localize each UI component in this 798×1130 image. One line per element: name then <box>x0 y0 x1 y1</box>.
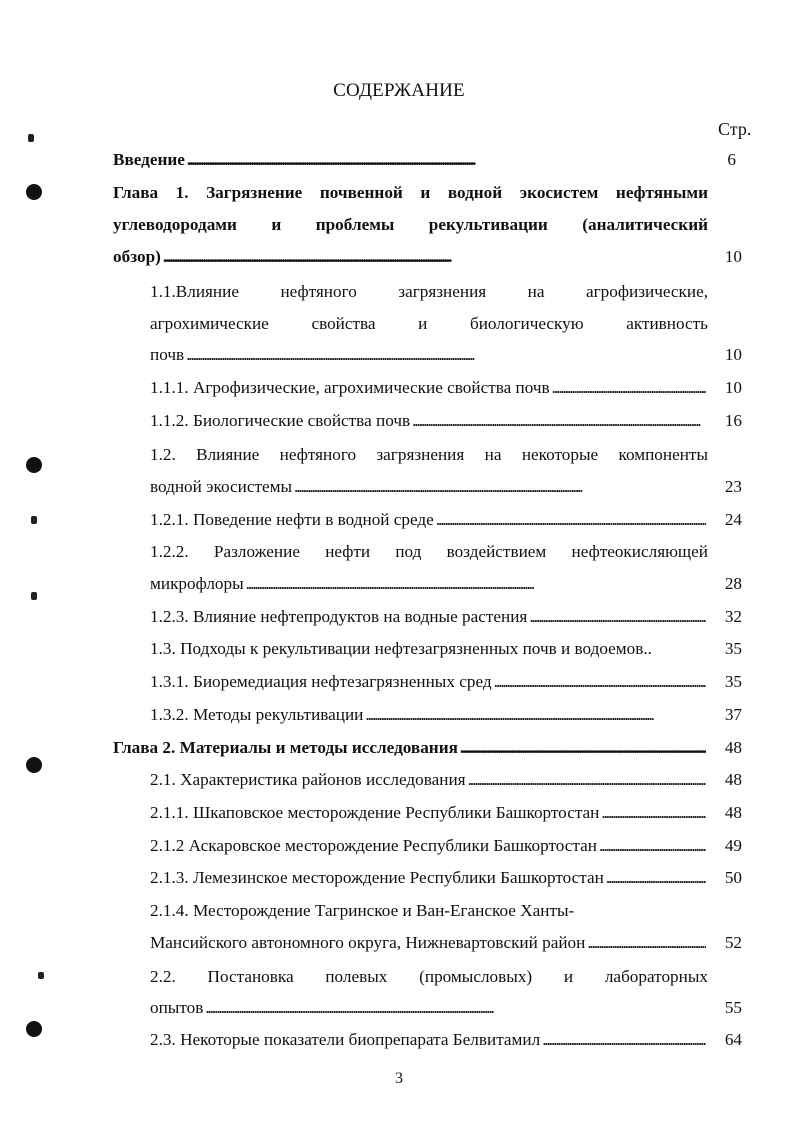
toc-section-1-1-line-3 <box>150 344 708 366</box>
dot-leader <box>587 932 706 954</box>
dot-leader <box>205 997 706 1019</box>
binder-hole <box>26 757 42 773</box>
toc-section-2-2-line-1: 2.2. Постановка полевых (промысловых) и лабораторных <box>150 967 708 986</box>
dot-leader <box>412 410 706 432</box>
toc-entry-2-1-4-line-1 <box>150 900 708 922</box>
toc-entry-1-3 <box>150 638 715 660</box>
page-title: СОДЕРЖАНИЕ <box>333 80 465 101</box>
toc-entry-text: 1.3.1. Биоремедиация нефтезагрязненных сред <box>150 672 492 691</box>
toc-entry-text: 1.3.2. Методы рекультивации <box>150 705 364 724</box>
dot-leader <box>494 671 706 693</box>
toc-page-number: 10 <box>724 378 742 397</box>
toc-section-1-2-line-1: 1.2. Влияние нефтяного загрязнения на некоторые компоненты <box>150 445 708 464</box>
toc-entry-text: 1.1.2. Биологические свойства почв <box>150 411 411 430</box>
dot-leader <box>187 149 706 171</box>
toc-entry-text: 1.3. Подходы к рекультивации нефтезагрязненных почв и водоемов.. <box>150 639 652 658</box>
margin-speck <box>31 516 37 524</box>
dot-leader <box>163 246 706 268</box>
toc-entry-2-3 <box>150 1029 708 1051</box>
toc-page-number: 32 <box>724 607 742 626</box>
dot-leader <box>529 606 706 628</box>
toc-entry-text: Введение <box>113 150 185 169</box>
toc-chapter-2 <box>113 737 708 759</box>
toc-page-number: 37 <box>724 705 742 724</box>
toc-entry-text: 2.1. Характеристика районов исследования <box>150 770 466 789</box>
toc-entry-text: микрофлоры <box>150 574 244 593</box>
toc-entry-text: 2.3. Некоторые показатели биопрепарата Белвитамил <box>150 1030 541 1049</box>
margin-speck <box>38 972 44 979</box>
dot-leader <box>294 476 706 498</box>
dot-leader <box>542 1029 706 1051</box>
toc-entry-2-1-4-line-2 <box>150 932 708 954</box>
toc-entry-text: обзор) <box>113 247 161 266</box>
toc-entry-1-3-1 <box>150 671 708 693</box>
margin-speck <box>31 592 37 600</box>
dot-leader <box>468 769 706 791</box>
toc-entry-text: Глава 2. Материалы и методы исследования <box>113 738 458 757</box>
toc-page-number: 28 <box>724 574 742 593</box>
dot-leader <box>552 377 706 399</box>
dot-leader <box>246 573 706 595</box>
dot-leader <box>365 704 706 726</box>
binder-hole <box>26 1021 42 1037</box>
dot-leader <box>606 867 706 889</box>
binder-hole <box>26 184 42 200</box>
toc-page-number: 64 <box>724 1030 742 1049</box>
dot-leader <box>601 802 706 824</box>
toc-entry-2-1-3 <box>150 867 708 889</box>
toc-entry-text: Мансийского автономного округа, Нижневартовский район <box>150 933 586 952</box>
toc-page-number: 55 <box>724 998 742 1017</box>
toc-entry-1-1-2 <box>150 410 708 432</box>
toc-page-number: 6 <box>727 150 736 169</box>
toc-page-number: 48 <box>724 803 742 822</box>
toc-entry-text: водной экосистемы <box>150 477 293 496</box>
page-number: 3 <box>395 1070 403 1087</box>
toc-entry-2-1-1 <box>150 802 708 824</box>
toc-section-1-1-line-1: 1.1.Влияние нефтяного загрязнения на агрофизические, <box>150 282 708 301</box>
toc-page-number: 24 <box>724 510 742 529</box>
page-column-header: Стр. <box>718 119 752 139</box>
toc-entry-text: опытов <box>150 998 204 1017</box>
toc-entry-1-1-1 <box>150 377 708 399</box>
toc-page-number: 48 <box>724 770 742 789</box>
toc-entry-1-3-2 <box>150 704 708 726</box>
toc-page-number: 10 <box>724 247 742 266</box>
toc-entry-text: 1.2.1. Поведение нефти в водной среде <box>150 510 434 529</box>
margin-speck <box>28 134 34 142</box>
toc-page-number: 35 <box>724 672 742 691</box>
toc-chapter-1-line-3 <box>113 246 708 268</box>
toc-page-number: 23 <box>724 477 742 496</box>
dot-leader <box>599 835 706 857</box>
toc-section-1-1-line-2: агрохимические свойства и биологическую активность <box>150 314 708 333</box>
dot-leader <box>186 344 706 366</box>
toc-entry-text: 1.1.1. Агрофизические, агрохимические свойства почв <box>150 378 550 397</box>
toc-section-1-2-2-line-1: 1.2.2. Разложение нефти под воздействием нефтеокисляющей <box>150 542 708 561</box>
toc-section-1-2-2-line-2 <box>150 573 708 595</box>
toc-page-number: 10 <box>724 345 742 364</box>
toc-chapter-1-line-2: углеводородами и проблемы рекультивации (аналитический <box>113 215 708 234</box>
toc-entry-1-2-3 <box>150 606 708 628</box>
toc-entry-text: 1.2.3. Влияние нефтепродуктов на водные растения <box>150 607 528 626</box>
toc-entry-2-1 <box>150 769 708 791</box>
toc-section-1-2-line-2 <box>150 476 708 498</box>
toc-entry-text: почв <box>150 345 185 364</box>
dot-leader <box>436 509 706 531</box>
toc-entry-text: 2.1.3. Лемезинское месторождение Республики Башкортостан <box>150 868 604 887</box>
toc-entry-1-2-1 <box>150 509 708 531</box>
dot-leader <box>460 737 706 759</box>
toc-page-number: 50 <box>724 868 742 887</box>
binder-hole <box>26 457 42 473</box>
toc-page-number: 52 <box>724 933 742 952</box>
toc-page-number: 48 <box>724 738 742 757</box>
toc-section-2-2-line-2 <box>150 997 708 1019</box>
toc-page-number: 16 <box>724 411 742 430</box>
toc-page-number: 35 <box>724 639 742 658</box>
toc-page-number: 49 <box>724 836 742 855</box>
toc-entry-text: 2.1.4. Месторождение Тагринское и Ван-Еганское Ханты- <box>150 901 575 920</box>
toc-entry-2-1-2 <box>150 835 708 857</box>
toc-entry-introduction <box>113 149 708 171</box>
toc-entry-text: 2.1.1. Шкаповское месторождение Республики Башкортостан <box>150 803 600 822</box>
toc-chapter-1-line-1: Глава 1. Загрязнение почвенной и водной экосистем нефтяными <box>113 183 708 202</box>
toc-entry-text: 2.1.2 Аскаровское месторождение Республики Башкортостан <box>150 836 597 855</box>
